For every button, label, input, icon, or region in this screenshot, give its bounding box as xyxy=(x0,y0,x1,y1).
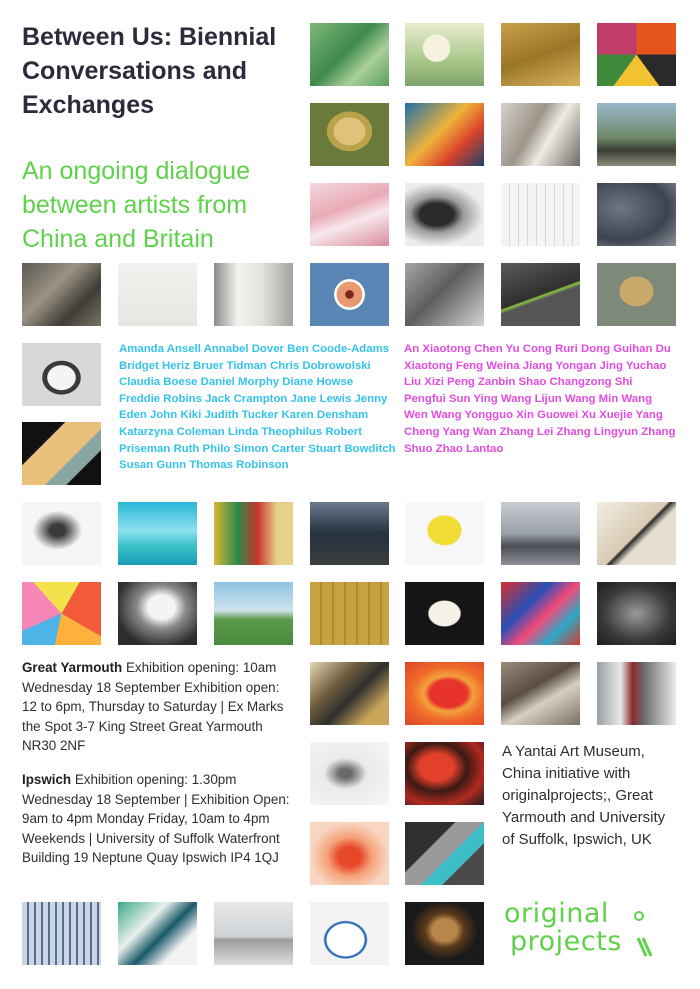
artwork-tile xyxy=(597,103,676,166)
artwork-tile xyxy=(597,23,676,86)
artwork-tile xyxy=(310,742,389,805)
artwork-tile xyxy=(405,582,484,645)
artwork-tile xyxy=(597,662,676,725)
uk-artists-list: Amanda Ansell Annabel Dover Ben Coode-Adams Bridget Heriz Bruer Tidman Chris Dobrowolski Claudia Boese Daniel Morphy Diane Howse Freddie Robins Jack Crampton Jane Lewis Jenny Eden John Kiki Judith Tucker Karen Densham Katarzyna Coleman Linda Theophilus Robert Priseman Ruth Philo Simon Carter Stuart Bowditch Susan Gunn Thomas Robinson xyxy=(119,343,396,472)
artwork-tile xyxy=(310,822,389,885)
logo-line-2: projects xyxy=(510,926,622,957)
artwork-tile xyxy=(310,902,389,965)
venue-yarmouth-details: Exhibition opening: 10am Wednesday 18 September Exhibition open: 12 to 6pm, Thursday to Saturday | Ex Marks the Spot 3-7 King Street Great Yarmouth NR30 2NF xyxy=(22,660,284,754)
artwork-tile xyxy=(405,662,484,725)
venue-yarmouth-name: Great Yarmouth xyxy=(22,660,123,675)
venue-ipswich xyxy=(22,770,292,868)
artwork-tile xyxy=(501,103,580,166)
artwork-tile xyxy=(501,183,580,246)
artwork-tile xyxy=(405,183,484,246)
artwork-tile xyxy=(310,662,389,725)
artwork-tile xyxy=(22,502,101,565)
artwork-tile xyxy=(118,902,197,965)
china-artists-list: An Xiaotong Chen Yu Cong Ruri Dong Guihan Du Xiaotong Feng Weina Jiang Yongan Jing Yuchao Liu Xizi Peng Zanbin Shao Changzong Shi Pengfui Sun Ying Wang Lijun Wang Min Wang Wen Wang Yongguo Xin Guowei Xu Xuejie Yang Cheng Yang Wan Zhang Lei Zhang Lingyun Zhang Shuo Zhao Lantao xyxy=(404,343,676,455)
artwork-tile xyxy=(501,502,580,565)
poster-subtitle: An ongoing dialogue between artists from China and Britain xyxy=(22,157,250,253)
artwork-tile xyxy=(501,662,580,725)
artwork-tile xyxy=(310,103,389,166)
artwork-tile xyxy=(214,902,293,965)
artwork-tile xyxy=(405,263,484,326)
artwork-tile xyxy=(501,263,580,326)
artwork-tile xyxy=(118,582,197,645)
artwork-tile xyxy=(405,822,484,885)
artwork-tile xyxy=(310,263,389,326)
artwork-tile xyxy=(214,502,293,565)
logo-mark-icon xyxy=(500,898,660,968)
artwork-tile xyxy=(501,582,580,645)
artwork-tile xyxy=(597,263,676,326)
artwork-tile xyxy=(405,23,484,86)
artwork-tile xyxy=(214,582,293,645)
initiative-text: A Yantai Art Museum, China initiative with originalprojects;, Great Yarmouth and University of Suffolk, Ipswich, UK xyxy=(502,743,666,848)
artwork-tile xyxy=(310,23,389,86)
artwork-tile xyxy=(597,582,676,645)
venue-ipswich-details: Exhibition opening: 1.30pm Wednesday 18 September | Exhibition Open: 9am to 4pm Monday Friday, 10am to 4pm Weekends | University of Suffolk Waterfront Building 19 Neptune Quay Ipswich IP4 1QJ xyxy=(22,772,290,866)
artwork-tile xyxy=(118,263,197,326)
artwork-tile xyxy=(310,502,389,565)
artwork-tile xyxy=(597,502,676,565)
artwork-tile xyxy=(405,502,484,565)
artwork-tile xyxy=(22,582,101,645)
venue-ipswich-name: Ipswich xyxy=(22,772,72,787)
artwork-tile xyxy=(214,263,293,326)
artwork-tile xyxy=(22,422,101,485)
logo-line-1: original xyxy=(504,898,609,929)
artwork-tile xyxy=(597,183,676,246)
artwork-tile xyxy=(501,23,580,86)
artwork-tile xyxy=(310,582,389,645)
artwork-tile xyxy=(405,742,484,805)
artwork-tile xyxy=(118,502,197,565)
artwork-tile xyxy=(22,343,101,406)
venue-yarmouth xyxy=(22,658,292,756)
poster-title: Between Us: Biennial Conversations and Exchanges xyxy=(22,23,277,119)
artwork-tile xyxy=(22,902,101,965)
originalprojects-logo xyxy=(500,898,660,968)
artwork-tile xyxy=(405,103,484,166)
artwork-tile xyxy=(22,263,101,326)
artwork-tile xyxy=(405,902,484,965)
artwork-tile xyxy=(310,183,389,246)
